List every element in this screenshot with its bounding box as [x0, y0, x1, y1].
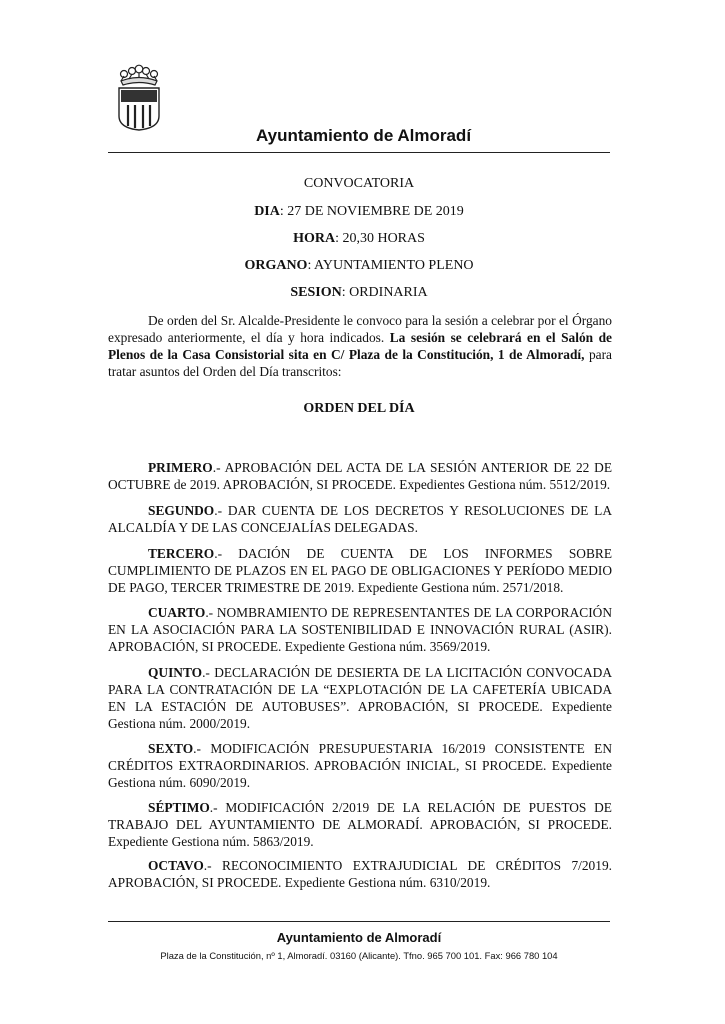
- footer-address: Plaza de la Constitución, nº 1, Almoradí. 03160 (Alicante). Tfno. 965 700 101. Fax: 966 780 104: [160, 950, 558, 961]
- agenda-item-head: PRIMERO: [148, 460, 213, 475]
- agenda-item: [108, 857, 612, 891]
- dia-label: DIA: [254, 204, 280, 219]
- agenda-item-head: QUINTO: [148, 665, 203, 680]
- intro-text-end: para tratar asuntos del Orden del Día transcritos:: [108, 347, 612, 379]
- agenda-item-text: .- DACIÓN DE CUENTA DE LOS INFORMES SOBRE CUMPLIMIENTO DE PLAZOS EN EL PAGO DE OBLIGACIONES Y PERÍODO MEDIO DE PAGO, TERCER TRIMESTRE DE 2019. Expediente Gestiona núm. 2571/2018.: [108, 546, 612, 595]
- agenda-item: [108, 502, 612, 536]
- intro-text-bold: La sesión se celebrará en el Salón de Plenos de la Casa Consistorial sita en C/ Plaza de la Constitución, 1 de Almoradí,: [108, 330, 612, 362]
- agenda-item: [108, 459, 612, 493]
- agenda-item-head: SEXTO: [148, 741, 194, 756]
- agenda-item-head: TERCERO: [148, 546, 215, 561]
- organo-value: : AYUNTAMIENTO PLENO: [307, 258, 474, 273]
- agenda-item-head: SEGUNDO: [148, 503, 215, 518]
- hora-label: HORA: [293, 231, 336, 246]
- hora-line: [108, 231, 610, 247]
- sesion-label: SESION: [290, 285, 342, 300]
- agenda-item-head: CUARTO: [148, 605, 206, 620]
- coat-of-arms-icon: [115, 64, 163, 132]
- organo-label: ORGANO: [244, 258, 308, 273]
- dia-line: [108, 204, 610, 220]
- organo-line: [108, 258, 610, 274]
- sesion-value: : ORDINARIA: [341, 285, 428, 300]
- intro-paragraph: [108, 312, 612, 380]
- convocatoria-title: CONVOCATORIA: [303, 176, 415, 191]
- agenda-item-head: SÉPTIMO: [148, 800, 210, 815]
- agenda-item-head: OCTAVO: [148, 858, 204, 873]
- agenda-item-text: .- DAR CUENTA DE LOS DECRETOS Y RESOLUCIONES DE LA ALCALDÍA Y DE LAS CONCEJALÍAS DELEGADAS.: [108, 503, 612, 535]
- header-divider: [108, 152, 610, 153]
- agenda-item: [108, 664, 612, 732]
- hora-value: : 20,30 HORAS: [335, 231, 425, 246]
- agenda-item-text: .- MODIFICACIÓN PRESUPUESTARIA 16/2019 CONSISTENTE EN CRÉDITOS EXTRAORDINARIOS. APROBACIÓN INICIAL, SI PROCEDE. Expediente Gestiona núm. 6090/2019.: [108, 741, 612, 790]
- agenda-item-text: .- MODIFICACIÓN 2/2019 DE LA RELACIÓN DE PUESTOS DE TRABAJO DEL AYUNTAMIENTO DE ALMORADÍ. APROBACIÓN, SI PROCEDE. Expediente Gestiona núm. 5863/2019.: [108, 800, 612, 849]
- agenda-item: [108, 545, 612, 596]
- agenda-item-text: .- RECONOCIMIENTO EXTRAJUDICIAL DE CRÉDITOS 7/2019. APROBACIÓN, SI PROCEDE. Expediente Gestiona núm. 6310/2019.: [108, 858, 612, 890]
- footer-title: Ayuntamiento de Almoradí: [276, 930, 442, 945]
- agenda-item-text: .- APROBACIÓN DEL ACTA DE LA SESIÓN ANTERIOR DE 22 DE OCTUBRE de 2019. APROBACIÓN, SI PROCEDE. Expedientes Gestiona núm. 5512/2019.: [108, 460, 612, 492]
- agenda-item: [108, 604, 612, 655]
- agenda-item-text: .- DECLARACIÓN DE DESIERTA DE LA LICITACIÓN CONVOCADA PARA LA CONTRATACIÓN DE LA “EXPLOTACIÓN DE LA CAFETERÍA UBICADA EN LA ESTACIÓN DE AUTOBUSES”. APROBACIÓN, SI PROCEDE. Expediente Gestiona núm. 2000/2019.: [108, 665, 612, 731]
- dia-value: : 27 DE NOVIEMBRE DE 2019: [279, 204, 464, 219]
- header-title: Ayuntamiento de Almoradí: [256, 126, 472, 145]
- intro-text-start: De orden del Sr. Alcalde-Presidente le convoco para la sesión a celebrar por el Órgano expresado anteriormente, el día y hora indicados.: [108, 313, 612, 345]
- agenda-item: [108, 799, 612, 850]
- agenda-item-text: .- NOMBRAMIENTO DE REPRESENTANTES DE LA CORPORACIÓN EN LA ASOCIACIÓN PARA LA SOSTENIBILIDAD E INNOVACIÓN RURAL (ASIR). APROBACIÓN, SI PROCEDE. Expediente Gestiona núm. 3569/2019.: [108, 605, 612, 654]
- agenda-item: [108, 740, 612, 791]
- sesion-line: [108, 285, 610, 301]
- footer-divider: [108, 921, 610, 922]
- orden-del-dia-title: ORDEN DEL DÍA: [303, 401, 415, 416]
